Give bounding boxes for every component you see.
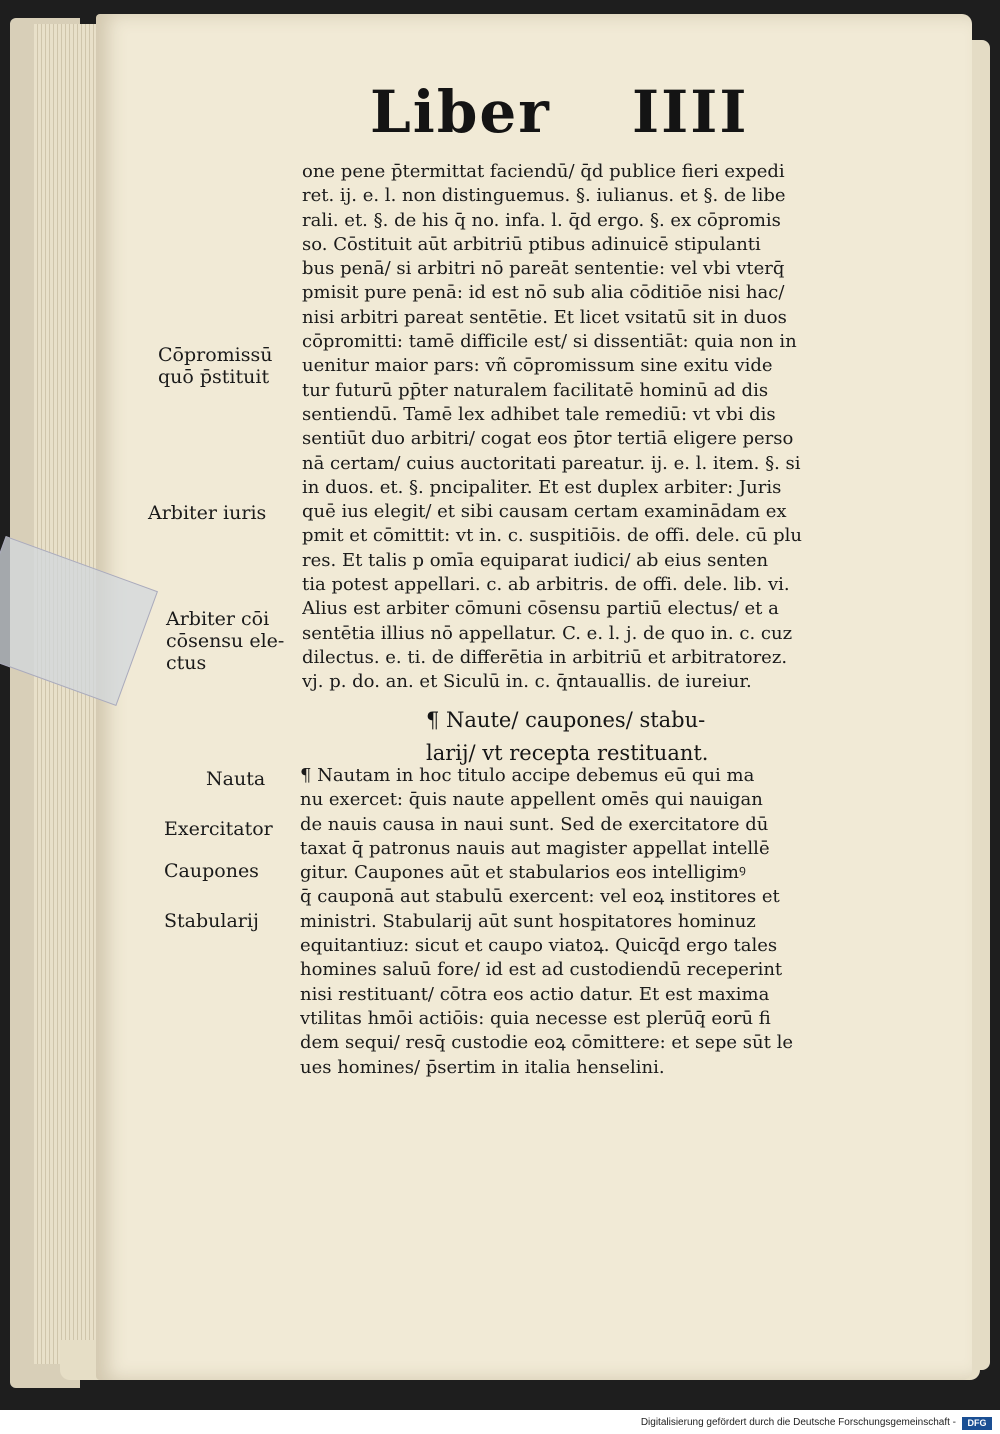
text-line: quē ius elegit/ et sibi causam certam examinādam ex [302, 501, 787, 523]
main-text-block [302, 160, 874, 695]
text-line: sentētia illius nō appellatur. C. e. l. j. de quo in. c. cuz [302, 622, 793, 644]
marginal-note-stabularii [164, 910, 259, 932]
heading-word-liber: Liber [370, 78, 551, 146]
text-line: sentiendū. Tamē lex adhibet tale remediū: vt vbi dis [302, 403, 776, 425]
marginal-note-arbiter-iuris [148, 502, 266, 524]
text-line: Alius est arbiter cōmuni cōsensu partiū electus/ et a [302, 598, 779, 620]
marginal-note-line: Stabularij [164, 910, 259, 932]
text-line: equitantiuz: sicut et caupo viatoꝝ. Quicq̄d ergo tales [300, 935, 778, 957]
marginal-note-line: Nauta [206, 768, 266, 790]
marginal-note-arbiter-communi [166, 608, 284, 674]
marginal-note-line: Arbiter cōi [166, 608, 270, 630]
text-line: res. Et talis p omīa equiparat iudici/ ab eius senten [302, 549, 769, 571]
marginal-note-line: Exercitator [164, 818, 273, 840]
section-title-line: larij/ vt recepta restituant. [426, 741, 709, 765]
text-line: vj. p. do. an. et Siculū in. c. q̄ntauallis. de iureiur. [302, 671, 752, 693]
text-line: cōpromitti: tamē difficile est/ si dissentiāt: quia non in [302, 331, 797, 353]
text-line: tur futurū pp̄ter naturalem facilitatē hominū ad dis [302, 379, 769, 401]
page-heading [370, 78, 749, 148]
dfg-logo[interactable]: DFG [962, 1417, 992, 1430]
marginal-note-line: Caupones [164, 860, 259, 882]
marginal-note-line: ctus [166, 652, 207, 674]
text-line: ¶ Nautam in hoc titulo accipe debemus eū qui ma [300, 765, 755, 786]
text-line: tia potest appellari. c. ab arbitris. de offi. dele. lib. vi. [302, 574, 790, 596]
text-line: de nauis causa in naui sunt. Sed de exercitatore dū [300, 813, 769, 835]
section-text-block [300, 764, 874, 1080]
heading-word-book-number: IIII [632, 78, 749, 146]
text-line: ret. ij. e. l. non distinguemus. §. iulianus. et §. de libe [302, 185, 786, 207]
footer-credit: Digitalisierung gefördert durch die Deutsche Forschungsgemeinschaft - [640, 1417, 956, 1428]
marginal-note-exercitator [164, 818, 273, 840]
text-line: in duos. et. §. pncipaliter. Et est duplex arbiter: Juris [302, 476, 782, 498]
footer-bar [0, 1414, 1000, 1434]
text-line: dem sequi/ resq̄ custodie eoꝝ cōmittere: et sepe sūt le [300, 1032, 793, 1054]
text-line: pmit et cōmittit: vt in. c. suspitiōis. de offi. dele. cū plu [302, 525, 802, 547]
text-line: vtilitas hmōi actiōis: quia necesse est plerūq̄ eorū fi [300, 1007, 771, 1029]
marginal-note-line: Cōpromissū [158, 344, 273, 366]
text-line: gitur. Caupones aūt et stabularios eos intelligimꝰ [300, 862, 746, 884]
text-line: homines saluū fore/ id est ad custodiendū receperint [300, 959, 783, 981]
marginal-note-nauta [206, 768, 265, 790]
text-line: ues homines/ p̄sertim in italia henselini. [300, 1056, 665, 1078]
text-line: one pene p̄termittat faciendū/ q̄d publice fieri expedi [302, 161, 785, 182]
marginal-note-line: quō p̄stituit [158, 366, 270, 388]
text-line: nisi arbitri pareat sentētie. Et licet vsitatū sit in duos [302, 306, 787, 328]
text-line: nisi restituant/ cōtra eos actio datur. Et est maxima [300, 983, 770, 1005]
text-line: nā certam/ cuius auctoritati pareatur. ij. e. l. item. §. si [302, 452, 801, 474]
text-line: rali. et. §. de his q̄ no. infa. l. q̄d ergo. §. ex cōpromis [302, 209, 781, 231]
text-line: pmisit pure penā: id est nō sub alia cōditiōe nisi hac/ [302, 282, 785, 304]
marginal-note-line: Arbiter iuris [148, 502, 267, 524]
section-title [426, 704, 846, 770]
text-line: bus penā/ si arbitri nō pareāt sententie: vel vbi vterq̄ [302, 258, 785, 280]
marginal-note-line: cōsensu ele- [166, 630, 285, 652]
text-line: uenitur maior pars: vñ cōpromissum sine exitu vide [302, 355, 773, 377]
text-line: nu exercet: q̄uis naute appellent omēs qui nauigan [300, 789, 763, 811]
marginal-note-caupones [164, 860, 259, 882]
text-line: so. Cōstituit aūt arbitriū ptibus adinuicē stipulanti [302, 233, 761, 255]
marginal-note-compromissum [158, 344, 273, 388]
section-title-line: ¶ Naute/ caupones/ stabu- [426, 708, 706, 732]
text-line: taxat q̄ patronus nauis aut magister appellat intellē [300, 837, 770, 859]
text-line: q̄ cauponā aut stabulū exercent: vel eoꝝ institores et [300, 886, 780, 908]
text-line: ministri. Stabularij aūt sunt hospitatores hominuz [300, 910, 756, 932]
text-line: sentiūt duo arbitri/ cogat eos p̄tor tertiā eligere perso [302, 428, 794, 450]
text-line: dilectus. e. ti. de differētia in arbitriū et arbitratorez. [302, 646, 788, 668]
